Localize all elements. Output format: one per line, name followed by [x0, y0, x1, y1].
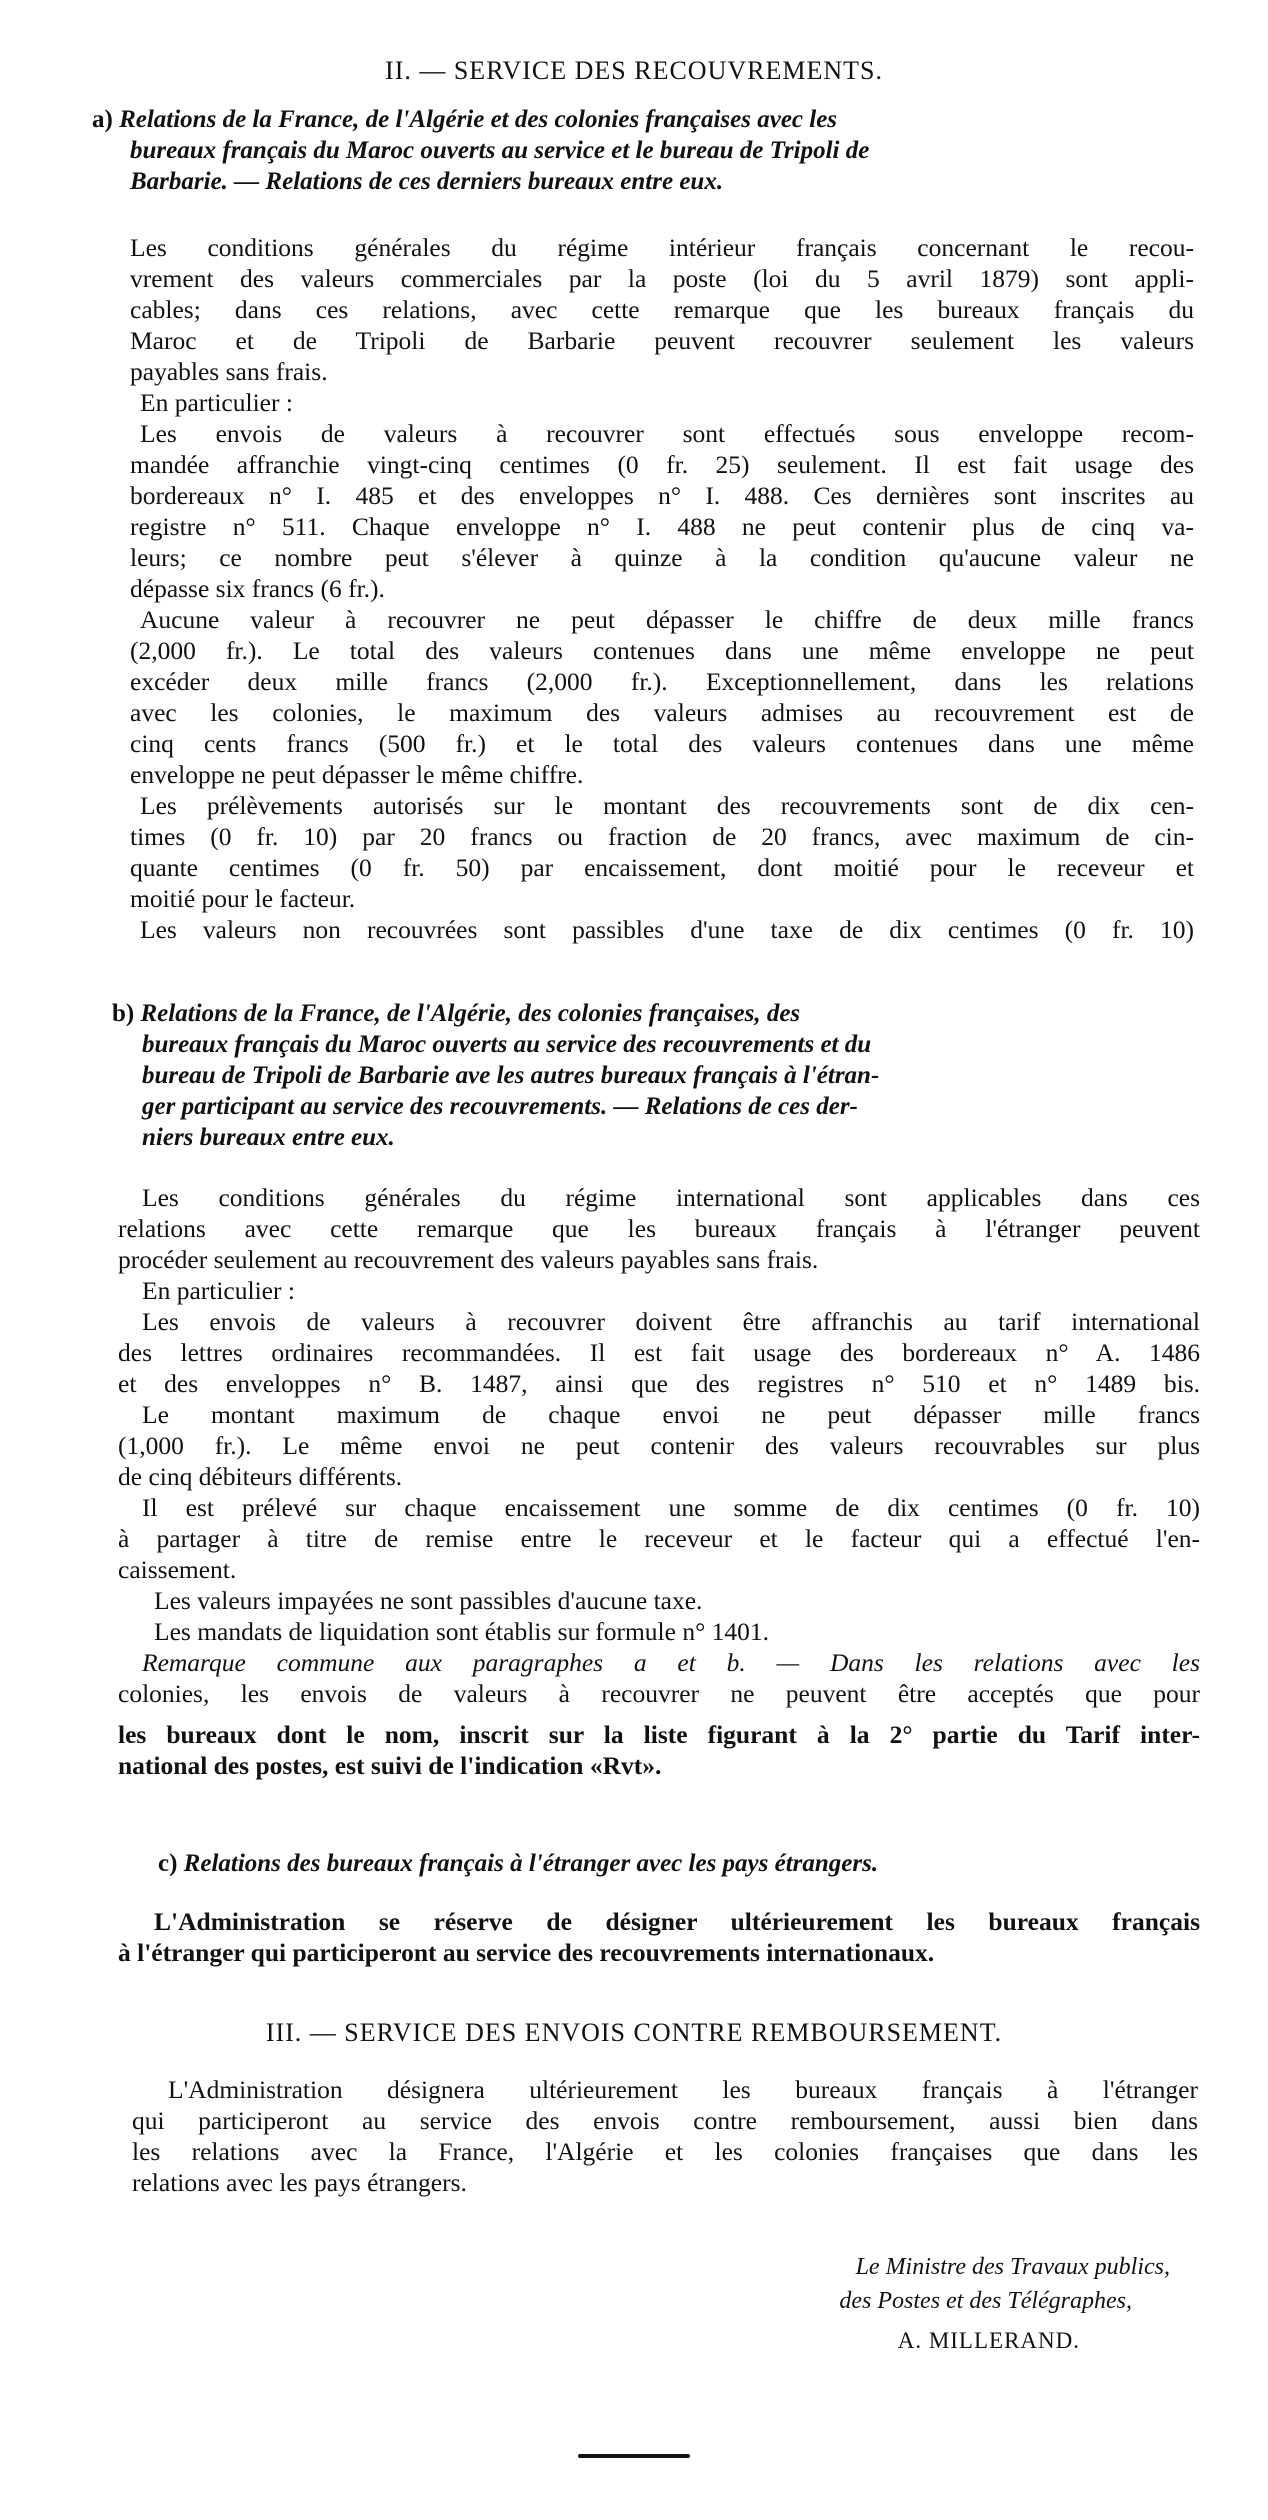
paragraph-line: Les envois de valeurs à recouvrer doivent être affranchis au tarif international — [142, 1307, 1200, 1336]
paragraph-line: relations avec les pays étrangers. — [132, 2168, 467, 2197]
paragraph-line: à partager à titre de remise entre le receveur et le facteur qui a effectué l'en- — [118, 1524, 1200, 1553]
paragraph-line: caissement. — [118, 1555, 237, 1584]
paragraph-line: et des enveloppes n° B. 1487, ainsi que des registres n° 510 et n° 1489 bis. — [118, 1369, 1200, 1398]
paragraph-line: moitié pour le facteur. — [130, 884, 356, 913]
paragraph-line: Il est prélevé sur chaque encaissement une somme de dix centimes (0 fr. 10) — [142, 1493, 1200, 1522]
signature-title-line: des Postes et des Télégraphes, — [839, 2288, 1132, 2314]
paragraph-line: L'Administration se réserve de désigner ultérieurement les bureaux français — [154, 1907, 1200, 1936]
paragraph-line: les relations avec la France, l'Algérie et les colonies françaises que dans les — [132, 2137, 1198, 2166]
paragraph-line: cinq cents francs (500 fr.) et le total des valeurs contenues dans une même — [130, 729, 1194, 758]
paragraph-line: excéder deux mille francs (2,000 fr.). Exceptionnellement, dans les relations — [130, 667, 1194, 696]
subsection-b-mark: b) — [112, 1000, 135, 1027]
section-3-heading — [0, 2018, 1268, 2048]
paragraph-line: qui participeront au service des envois contre remboursement, aussi bien dans — [132, 2106, 1198, 2135]
paragraph-line: des lettres ordinaires recommandées. Il est fait usage des bordereaux n° A. 1486 — [118, 1338, 1200, 1367]
paragraph-line: Remarque commune aux paragraphes a et b. — Dans les relations avec les — [142, 1648, 1200, 1677]
paragraph-line: Les mandats de liquidation sont établis sur formule n° 1401. — [154, 1617, 770, 1646]
paragraph-line: colonies, les envois de valeurs à recouvrer ne peuvent être acceptés que pour — [118, 1679, 1200, 1708]
paragraph-line: (1,000 fr.). Le même envoi ne peut contenir des valeurs recouvrables sur plus — [118, 1431, 1200, 1460]
paragraph-line: quante centimes (0 fr. 50) par encaissement, dont moitié pour le receveur et — [130, 853, 1194, 882]
subsection-b-title-line: niers bureaux entre eux. — [142, 1124, 395, 1151]
paragraph-line: enveloppe ne peut dépasser le même chiffre. — [130, 760, 584, 789]
section-3-heading-text: III. — SERVICE DES ENVOIS CONTRE REMBOURSEMENT. — [265, 2018, 1003, 2047]
paragraph-line: Le montant maximum de chaque envoi ne peut dépasser mille francs — [142, 1400, 1200, 1429]
subsection-a-title-line: Relations de la France, de l'Algérie et des colonies françaises avec les — [119, 106, 838, 133]
paragraph-line: vrement des valeurs commerciales par la poste (loi du 5 avril 1879) sont appli- — [130, 264, 1194, 293]
paragraph-line: (2,000 fr.). Le total des valeurs contenues dans une même enveloppe ne peut — [130, 636, 1194, 665]
paragraph-line: bordereaux n° I. 485 et des enveloppes n° I. 488. Ces dernières sont inscrites au — [130, 481, 1194, 510]
closing-rule — [578, 2454, 690, 2458]
paragraph-line: Les prélèvements autorisés sur le montant des recouvrements sont de dix cen- — [140, 791, 1194, 820]
paragraph-line: En particulier : — [140, 388, 293, 417]
subsection-b-title-line: Relations de la France, de l'Algérie, des colonies françaises, des — [140, 1000, 801, 1027]
paragraph-line: mandée affranchie vingt-cinq centimes (0 fr. 25) seulement. Il est fait usage des — [130, 450, 1194, 479]
paragraph-line: national des postes, est suivi de l'indication «Rvt». — [118, 1751, 662, 1780]
subsection-a-title — [92, 104, 1182, 197]
paragraph-line: procéder seulement au recouvrement des valeurs payables sans frais. — [118, 1245, 819, 1274]
subsection-a-title-line: Barbarie. — Relations de ces derniers bureaux entre eux. — [130, 168, 724, 195]
paragraph-line: times (0 fr. 10) par 20 francs ou fraction de 20 francs, avec maximum de cin- — [130, 822, 1194, 851]
signature-title-line: Le Ministre des Travaux publics, — [855, 2254, 1170, 2280]
paragraph-line: dépasse six francs (6 fr.). — [130, 574, 385, 603]
paragraph-line: payables sans frais. — [130, 357, 328, 386]
paragraph-line: cables; dans ces relations, avec cette remarque que les bureaux français du — [130, 295, 1194, 324]
paragraph-line: de cinq débiteurs différents. — [118, 1462, 403, 1491]
subsection-a-title-line: bureaux français du Maroc ouverts au service et le bureau de Tripoli de — [130, 137, 870, 164]
subsection-c-title-text: Relations des bureaux français à l'étranger avec les pays étrangers. — [183, 1850, 879, 1877]
paragraph-line: Aucune valeur à recouvrer ne peut dépasser le chiffre de deux mille francs — [140, 605, 1194, 634]
paragraph-line: les bureaux dont le nom, inscrit sur la liste figurant à la 2° partie du Tarif inter- — [118, 1720, 1200, 1749]
subsection-b-title — [112, 998, 1182, 1153]
paragraph-line: En particulier : — [142, 1276, 295, 1305]
paragraph-line: Les conditions générales du régime international sont applicables dans ces — [142, 1183, 1200, 1212]
paragraph-line: L'Administration désignera ultérieurement les bureaux français à l'étranger — [168, 2075, 1198, 2104]
paragraph-line: leurs; ce nombre peut s'élever à quinze à la condition qu'aucune valeur ne — [130, 543, 1194, 572]
paragraph-line: Les envois de valeurs à recouvrer sont effectués sous enveloppe recom- — [140, 419, 1194, 448]
subsection-b-body — [118, 1182, 1200, 1781]
subsection-b-title-line: bureaux français du Maroc ouverts au service des recouvrements et du — [142, 1031, 872, 1058]
signature-name: A. MILLERAND. — [897, 2328, 1080, 2353]
subsection-c-mark: c) — [158, 1850, 178, 1877]
paragraph-line: Les valeurs impayées ne sont passibles d'aucune taxe. — [154, 1586, 703, 1615]
section-3-body — [132, 2074, 1198, 2198]
subsection-b-title-line: ger participant au service des recouvrements. — Relations de ces der- — [142, 1093, 858, 1120]
subsection-a-body — [130, 232, 1194, 945]
paragraph-line: relations avec cette remarque que les bureaux français à l'étranger peuvent — [118, 1214, 1200, 1243]
subsection-c-body — [118, 1906, 1200, 1968]
section-2-heading — [0, 56, 1268, 86]
paragraph-line: Les valeurs non recouvrées sont passibles d'une taxe de dix centimes (0 fr. 10) — [140, 915, 1194, 944]
paragraph-line: à l'étranger qui participeront au service des recouvrements internationaux. — [118, 1938, 935, 1967]
subsection-c-title — [158, 1848, 1208, 1879]
subsection-a-mark: a) — [92, 106, 113, 133]
signature-block — [600, 2250, 1170, 2358]
section-2-heading-text: II. — SERVICE DES RECOUVREMENTS. — [385, 56, 883, 85]
paragraph-line: Maroc et de Tripoli de Barbarie peuvent recouvrer seulement les valeurs — [130, 326, 1194, 355]
paragraph-line: registre n° 511. Chaque enveloppe n° I. 488 ne peut contenir plus de cinq va- — [130, 512, 1194, 541]
paragraph-line: avec les colonies, le maximum des valeurs admises au recouvrement est de — [130, 698, 1194, 727]
subsection-b-title-line: bureau de Tripoli de Barbarie ave les autres bureaux français à l'étran- — [142, 1062, 880, 1089]
paragraph-line: Les conditions générales du régime intérieur français concernant le recou- — [130, 233, 1194, 262]
